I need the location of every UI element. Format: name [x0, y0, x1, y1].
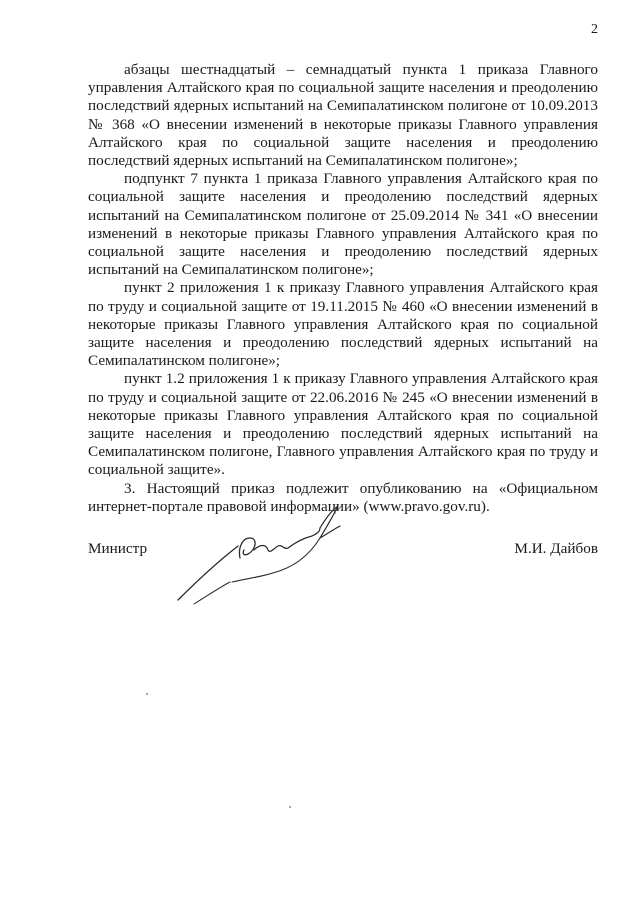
scan-speck [146, 693, 148, 695]
paragraph-4: пункт 1.2 приложения 1 к приказу Главного управления Алтайского края по труду и социальной защите от 22.06.2016 № 245 «О внесении изменений в некоторые приказы Главного управления Алтайского края по социальной защите населения и преодолению последствий ядерных испытаний на Семипалатинском полигоне, Главного управления Алтайского края по труду и социальной защите». [88, 370, 598, 479]
scan-speck [289, 806, 291, 808]
signer-name: М.И. Дайбов [514, 540, 598, 557]
signer-title: Министр [88, 540, 148, 557]
handwritten-signature [170, 498, 370, 608]
paragraph-3: пункт 2 приложения 1 к приказу Главного управления Алтайского края по труду и социальной защите от 19.11.2015 № 460 «О внесении изменений в некоторые приказы Главного управления Алтайского края по социальной защите населения и преодолению последствий ядерных испытаний на Семипалатинском полигоне»; [88, 279, 598, 370]
paragraph-1: абзацы шестнадцатый – семнадцатый пункта 1 приказа Главного управления Алтайского края по социальной защите населения и преодолению последствий ядерных испытаний на Семипалатинском полигоне от 10.09.2013 № 368 «О внесении изменений в некоторые приказы Главного управления Алтайского края по социальной защите населения и преодолению последствий ядерных испытаний на Семипалатинском полигоне»; [88, 61, 598, 170]
page-number: 2 [591, 22, 598, 37]
paragraph-5: 3. Настоящий приказ подлежит опубликованию на «Официальном интернет-портале правовой информации» (www.pravo.gov.ru). [88, 479, 598, 515]
paragraph-2: подпункт 7 пункта 1 приказа Главного управления Алтайского края по социальной защите населения и преодолению последствий ядерных испытаний на Семипалатинском полигоне от 25.09.2014 № 341 «О внесении изменений в некоторые приказы Главного управления Алтайского края по социальной защите населения и преодолению последствий ядерных испытаний на Семипалатинском полигоне»; [88, 170, 598, 279]
